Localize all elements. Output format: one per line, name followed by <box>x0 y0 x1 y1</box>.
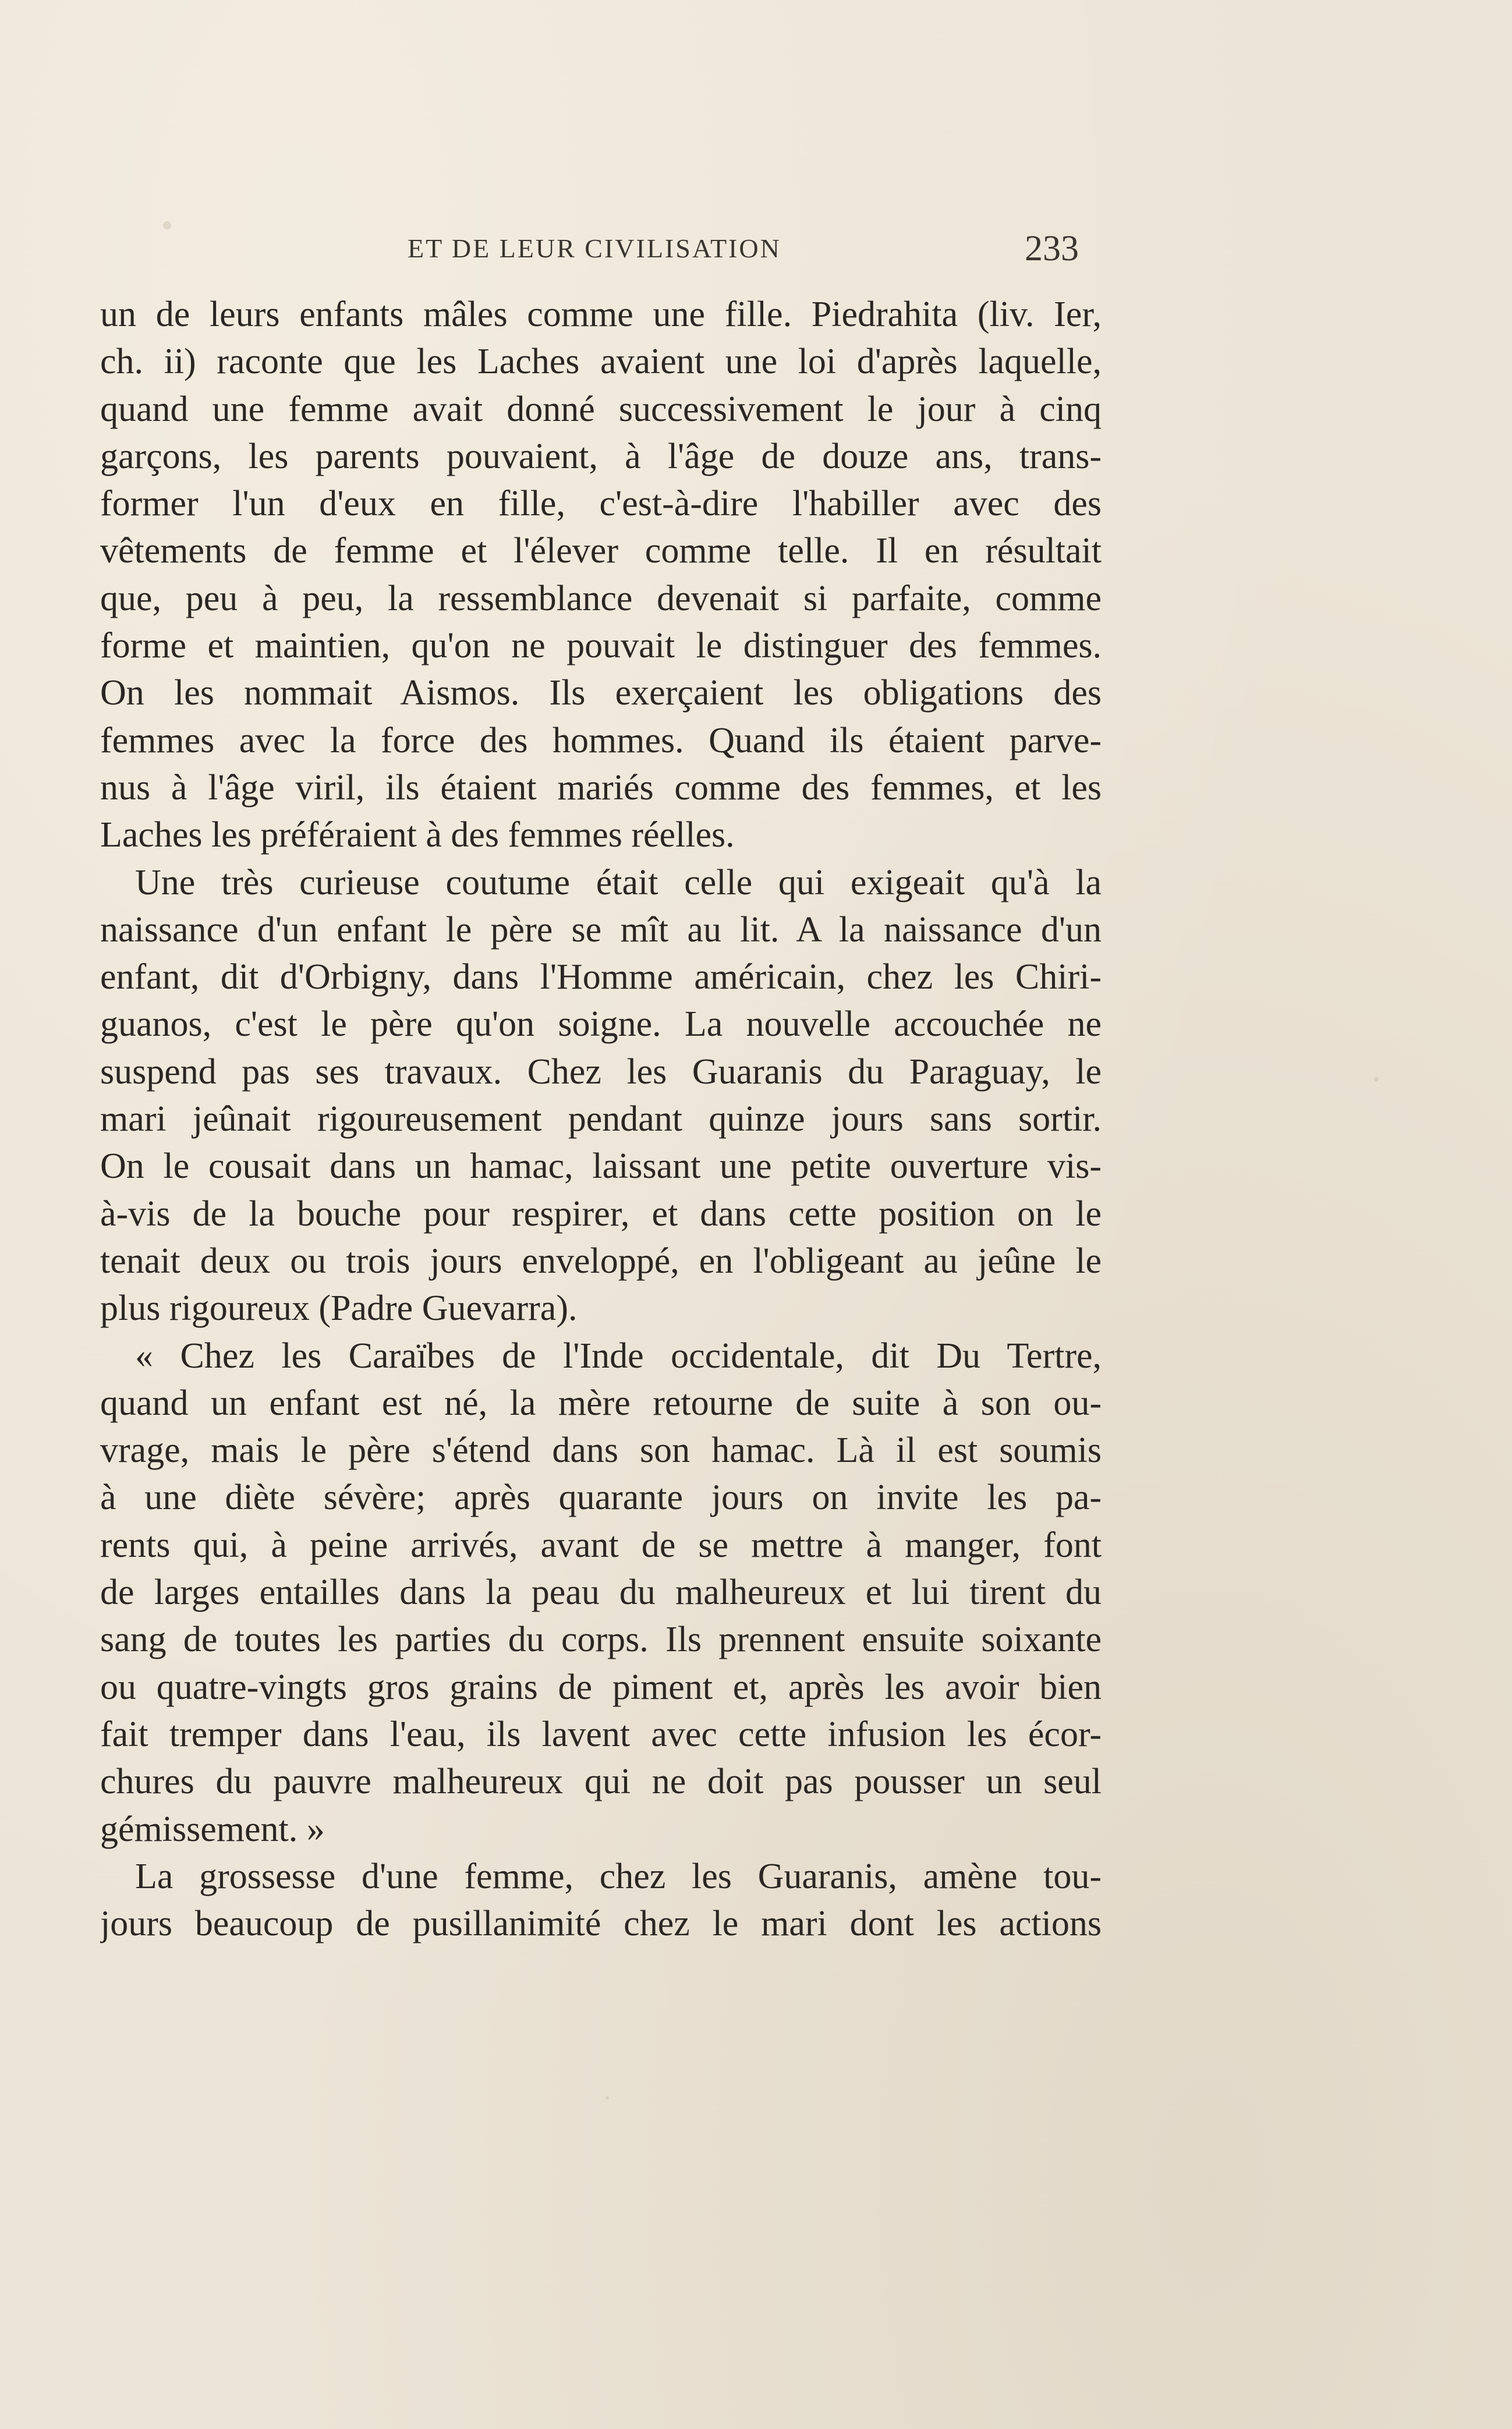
text-line: chures du pauvre malheureux qui ne doit pas pousser un seul <box>100 1762 1102 1802</box>
paper-stain <box>1374 1077 1379 1082</box>
text-line: garçons, les parents pouvaient, à l'âge de douze ans, trans- <box>100 436 1102 476</box>
text-line: quand un enfant est né, la mère retourne de suite à son ou- <box>100 1383 1102 1423</box>
text-line: former l'un d'eux en fille, c'est-à-dire l'habiller avec des <box>100 484 1102 524</box>
text-line: un de leurs enfants mâles comme une fille. Piedrahita (liv. Ier, <box>100 295 1102 334</box>
text-line: de larges entailles dans la peau du malheureux et lui tirent du <box>100 1573 1102 1613</box>
text-line: ch. ii) raconte que les Laches avaient une loi d'après laquelle, <box>100 342 1102 382</box>
text-line: guanos, c'est le père qu'on soigne. La nouvelle accouchée ne <box>100 1004 1102 1044</box>
body-text <box>100 291 1102 1948</box>
text-line: rents qui, à peine arrivés, avant de se mettre à manger, font <box>100 1525 1102 1565</box>
text-line: vrage, mais le père s'étend dans son hamac. Là il est soumis <box>100 1431 1102 1471</box>
text-line: naissance d'un enfant le père se mît au lit. A la naissance d'un <box>100 909 1102 950</box>
text-line: La grossesse d'une femme, chez les Guaranis, amène tou- <box>135 1856 1102 1896</box>
text-line: jours beaucoup de pusillanimité chez le mari dont les actions <box>100 1904 1102 1944</box>
text-line: Une très curieuse coutume était celle qui exigeait qu'à la <box>135 862 1102 902</box>
text-line: On les nommait Aismos. Ils exerçaient les obligations des <box>100 673 1102 713</box>
text-line: vêtements de femme et l'élever comme telle. Il en résultait <box>100 531 1102 571</box>
text-line: suspend pas ses travaux. Chez les Guaranis du Paraguay, le <box>100 1051 1102 1092</box>
text-line: forme et maintien, qu'on ne pouvait le distinguer des femmes. <box>100 626 1102 666</box>
paper-stain <box>163 221 171 229</box>
text-line: à une diète sévère; après quarante jours on invite les pa- <box>100 1478 1102 1518</box>
text-line: nus à l'âge viril, ils étaient mariés comme des femmes, et les <box>100 767 1102 808</box>
text-line: tenait deux ou trois jours enveloppé, en l'obligeant au jeûne le <box>100 1241 1102 1281</box>
page-number: 233 <box>1025 229 1079 268</box>
text-line: plus rigoureux (Padre Guevarra). <box>100 1288 578 1329</box>
text-line: fait tremper dans l'eau, ils lavent avec cette infusion les écor- <box>100 1714 1102 1754</box>
text-line: « Chez les Caraïbes de l'Inde occidentale, dit Du Tertre, <box>135 1336 1102 1376</box>
text-line: à-vis de la bouche pour respirer, et dans cette position on le <box>100 1194 1102 1234</box>
text-line: enfant, dit d'Orbigny, dans l'Homme américain, chez les Chiri- <box>100 957 1102 997</box>
text-line: mari jeûnait rigoureusement pendant quinze jours sans sortir. <box>100 1099 1102 1139</box>
text-line: quand une femme avait donné successivement le jour à cinq <box>100 389 1102 429</box>
text-line: Laches les préféraient à des femmes réelles. <box>100 815 735 855</box>
text-line: que, peu à peu, la ressemblance devenait si parfaite, comme <box>100 578 1102 618</box>
text-line: On le cousait dans un hamac, laissant une petite ouverture vis- <box>100 1146 1102 1187</box>
paper-stain <box>605 2096 609 2099</box>
text-line: femmes avec la force des hommes. Quand ils étaient parve- <box>100 720 1102 760</box>
running-head: ET DE LEUR CIVILISATION <box>408 233 781 263</box>
text-line: ou quatre-vingts gros grains de piment et, après les avoir bien <box>100 1667 1102 1707</box>
text-line: gémissement. » <box>100 1809 325 1849</box>
text-line: sang de toutes les parties du corps. Ils prennent ensuite soixante <box>100 1620 1102 1660</box>
